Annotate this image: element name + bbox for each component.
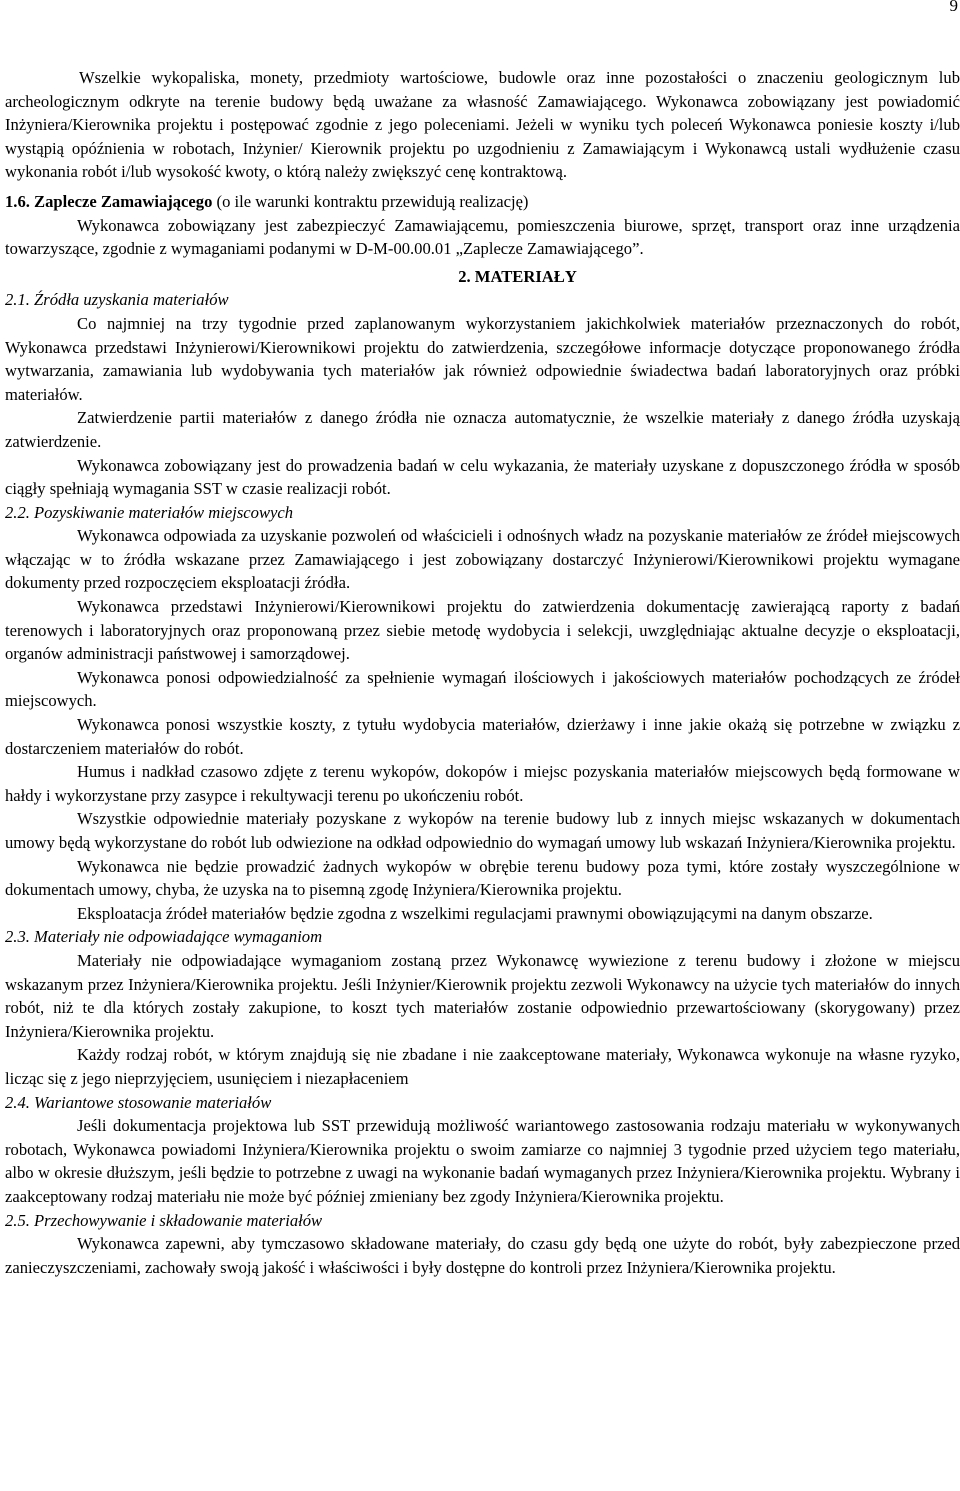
section-2-2-paragraph-1: Wykonawca odpowiada za uzyskanie pozwoleń od właścicieli i odnośnych władz na pozyskanie materiałów ze źródeł miejscowych włączając w to źródła wskazane przez Zamawiającego i jest zobowiązany dostarczyć Inżynierowi/Kierownikowi projektu wymagane dokumenty przed rozpoczęciem eksploatacji źródła. [5, 526, 960, 593]
document-body [5, 66, 960, 1279]
section-2-2-paragraph-7: Wykonawca nie będzie prowadzić żadnych wykopów w obrębie terenu budowy poza tymi, które zostały wyszczególnione w dokumentach umowy, chyba, że uzyska na to pisemną zgodę Inżyniera/Kierownika projektu. [5, 856, 960, 900]
section-2-4-paragraph-1: Jeśli dokumentacja projektowa lub SST przewidują możliwość wariantowego zastosowania rodzaju materiału w wykonywanych robotach, Wykonawca powiadomi Inżyniera/Kierownika projektu o swoim zamiarze co najmniej 3 tygodnie przed użyciem tego materiału, albo w okresie dłuższym, jeśli będzie to potrzebne z uwagi na wykonanie badań wymaganych przez Inżyniera/Kierownika projektu. Wybrany i zaakceptowany rodzaj materiału nie może być później zmieniany bez zgody Inżyniera/Kierownika projektu. [5, 1116, 960, 1206]
section-2-2-paragraph-8: Eksploatacja źródeł materiałów będzie zgodna z wszelkimi regulacjami prawnymi obowiązującymi na danym obszarze. [77, 903, 873, 923]
section-2-5-paragraph-1: Wykonawca zapewni, aby tymczasowo składowane materiały, do czasu gdy będą one użyte do robót, były zabezpieczone przed zanieczyszczeniami, zachowały swoją jakość i właściwości i były dostępne do kontroli przez Inżyniera/Kierownika projektu. [5, 1234, 960, 1277]
section-2-1-paragraph-3: Wykonawca zobowiązany jest do prowadzenia badań w celu wykazania, że materiały uzyskane z dopuszczonego źródła w sposób ciągły spełniają wymagania SST w czasie realizacji robót. [5, 455, 960, 499]
section-1-6-heading [5, 190, 960, 214]
section-2-3-paragraph-1: Materiały nie odpowiadające wymaganiom zostaną przez Wykonawcę wywiezione z terenu budowy i złożone w miejscu wskazanym przez Inżyniera/Kierownika projektu. Jeśli Inżynier/Kierownik projektu zezwoli Wykonawcy na użycie tych materiałów do innych robót, niż te dla których zostały zakupione, to koszt tych materiałów zostanie odpowiednio przewartościowany (skorygowany) przez Inżyniera/Kierownika projektu. [5, 950, 960, 1041]
section-2-3-heading: 2.3. Materiały nie odpowiadające wymaganiom [5, 927, 323, 947]
section-2-2-heading: 2.2. Pozyskiwanie materiałów miejscowych [5, 502, 294, 522]
intro-paragraph: Wszelkie wykopaliska, monety, przedmioty wartościowe, budowle oraz inne pozostałości o znaczeniu geologicznym lub archeologicznym odkryte na terenie budowy będą uważane za własność Zamawiającego. Wykonawca zobowiązany jest powiadomić Inżyniera/Kierownika projektu i postępować zgodnie z jego poleceniami. Jeżeli w wyniku tych poleceń Wykonawca poniesie koszty i/lub wystąpią opóźnienia w robotach, Inżynier/ Kierownik projektu po uzgodnieniu z Zamawiającym i Wykonawcą ustali wydłużenie czasu wykonania robót i/lub wysokość kwoty, o którą należy zwiększyć cenę kontraktową. [5, 68, 960, 182]
section-2-1-heading: 2.1. Źródła uzyskania materiałów [5, 290, 229, 310]
page-number: 9 [949, 0, 958, 15]
section-2-2-paragraph-2: Wykonawca przedstawi Inżynierowi/Kierownikowi projektu do zatwierdzenia dokumentację zawierającą raporty z badań terenowych i laboratoryjnych oraz proponowaną przez siebie metodę wydobycia i selekcji, uwzględniając aktualne decyzje o eksploatacji, organów administracji państwowej i samorządowej. [5, 597, 960, 664]
section-1-6-note: (o ile warunki kontraktu przewidują realizację) [216, 191, 529, 211]
section-2-3-paragraph-2: Każdy rodzaj robót, w którym znajdują się nie zbadane i nie zaakceptowane materiały, Wykonawca wykonuje na własne ryzyko, licząc się z jego nieprzyjęciem, usunięciem i niezapłaceniem [5, 1045, 960, 1088]
section-2-4-heading: 2.4. Wariantowe stosowanie materiałów [5, 1092, 272, 1112]
section-2-2-paragraph-6: Wszystkie odpowiednie materiały pozyskane z wykopów na terenie budowy lub z innych miejsc wskazanych w dokumentach umowy będą wykorzystane do robót lub odwiezione na odkład odpowiednio do wymagań umowy lub wskazań Inżyniera/Kierownika projektu. [5, 809, 960, 852]
section-1-6-number: 1.6. [5, 191, 30, 211]
section-2-5-heading: 2.5. Przechowywanie i składowanie materiałów [5, 1210, 323, 1230]
section-2-2-paragraph-3: Wykonawca ponosi odpowiedzialność za spełnienie wymagań ilościowych i jakościowych materiałów pochodzących ze źródeł miejscowych. [5, 667, 960, 711]
section-2-2-paragraph-5: Humus i nadkład czasowo zdjęte z terenu wykopów, dokopów i miejsc pozyskania materiałów miejscowych będą formowane w hałdy i wykorzystane przy zasypce i rekultywacji terenu po ukończeniu robót. [5, 762, 960, 805]
section-2-2-paragraph-4: Wykonawca ponosi wszystkie koszty, z tytułu wydobycia materiałów, dzierżawy i inne jakie okażą się potrzebne w związku z dostarczeniem materiałów do robót. [5, 715, 960, 758]
section-1-6-title: Zaplecze Zamawiającego [34, 191, 213, 211]
section-1-6-paragraph: Wykonawca zobowiązany jest zabezpieczyć Zamawiającemu, pomieszczenia biurowe, sprzęt, transport oraz inne urządzenia towarzyszące, zgodnie z wymaganiami podanymi w D-M-00.00.01 „Zaplecze Zamawiającego”. [5, 215, 960, 259]
section-2-1-paragraph-2: Zatwierdzenie partii materiałów z danego źródła nie oznacza automatycznie, że wszelkie materiały z danego źródła uzyskają zatwierdzenie. [5, 408, 960, 451]
section-2-1-paragraph-1: Co najmniej na trzy tygodnie przed zaplanowanym wykorzystaniem jakichkolwiek materiałów przeznaczonych do robót, Wykonawca przedstawi Inżynierowi/Kierownikowi projektu do zatwierdzenia, szczegółowe informacje dotyczące proponowanego źródła wytwarzania, zamawiania lub wydobywania tych materiałów jak również odpowiednie świadectwa badań laboratoryjnych oraz próbki materiałów. [5, 313, 960, 404]
chapter-2-title: 2. MATERIAŁY [458, 266, 577, 286]
